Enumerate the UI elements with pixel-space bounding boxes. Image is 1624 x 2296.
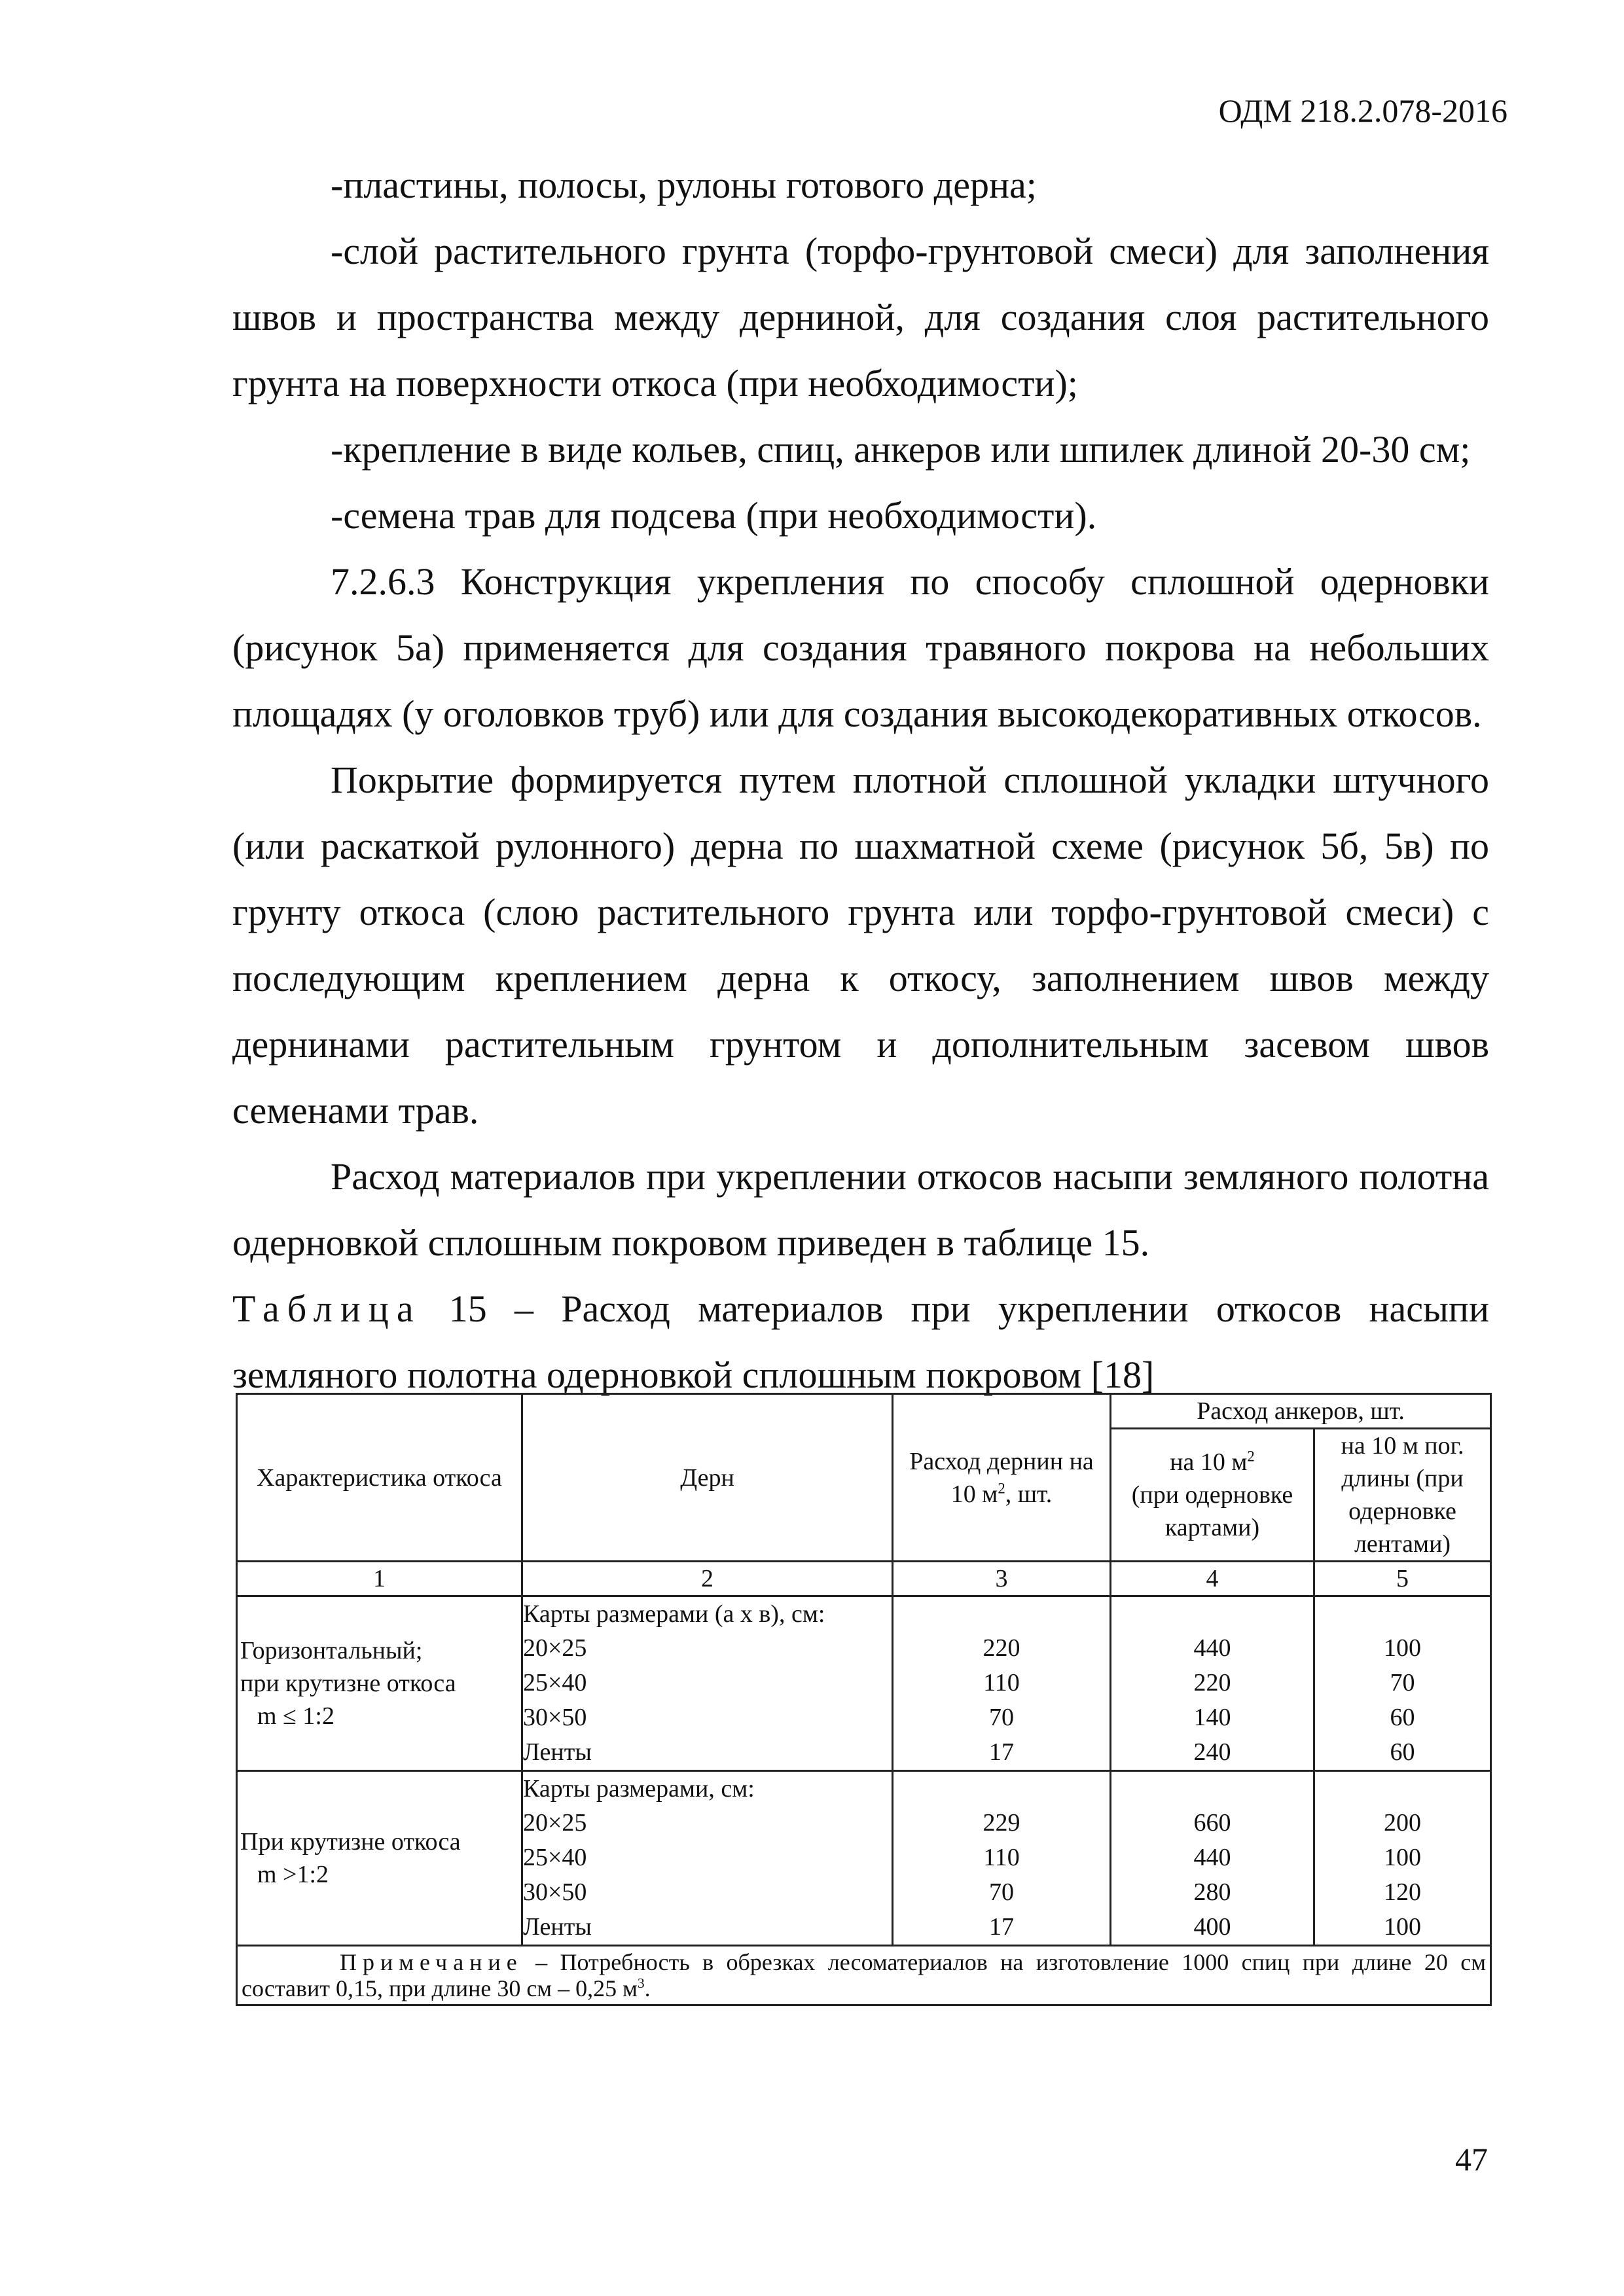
column-number: 5 <box>1314 1562 1491 1596</box>
slope-characteristic <box>237 1596 522 1771</box>
table-note <box>237 1946 1491 2005</box>
turf-cell <box>522 1771 893 1946</box>
paragraph: 7.2.6.3 Конструкция укрепления по способу сплошной одерновки (рисунок 5а) применяется для создания травяного покрова на небольших площадях (у оголовков труб) или для создания высокодекоративных откосов. <box>232 560 1489 735</box>
turf-rate-value: 220 <box>983 1634 1020 1662</box>
column-number: 2 <box>522 1562 893 1596</box>
header-turf-rate-text: Расход дернин на 10 м <box>909 1447 1094 1508</box>
turf-rate-value: 229 <box>983 1809 1020 1837</box>
document-code: ОДМ 218.2.078-2016 <box>1218 92 1507 129</box>
turf-size: 25×40 <box>523 1669 587 1696</box>
turf-rate-value: 70 <box>989 1704 1014 1731</box>
turf-size: 30×50 <box>523 1878 587 1906</box>
paragraph: -слой растительного грунта (торфо-грунтовой смеси) для заполнения швов и пространства между дерниной, для создания слоя растительного грунта на поверхности откоса (при необходимости); <box>232 230 1489 404</box>
paragraph: Расход материалов при укреплении откосов насыпи земляного полотна одерновкой сплошным покровом приведен в таблице 15. <box>232 1155 1489 1264</box>
table-caption-label: Таблица <box>232 1287 422 1330</box>
turf-rate-value: 70 <box>989 1878 1014 1906</box>
per-area-cell <box>1111 1771 1314 1946</box>
body-text <box>232 152 1489 1408</box>
slope-line: При крутизне откоса <box>240 1828 461 1856</box>
header-turf-rate-sup: 2 <box>998 1479 1005 1496</box>
turf-size: Ленты <box>523 1913 592 1941</box>
per-area-value: 280 <box>1193 1878 1231 1906</box>
per-area-value: 660 <box>1193 1809 1231 1837</box>
per-length-value: 200 <box>1384 1809 1421 1837</box>
slope-characteristic <box>237 1771 522 1946</box>
paragraph: -семена трав для подсева (при необходимости). <box>331 494 1097 537</box>
turf-rate-value: 17 <box>989 1738 1014 1766</box>
turf-rate-value: 110 <box>983 1844 1020 1871</box>
turf-items-header: Карты размерами (а х в), см: <box>523 1600 825 1628</box>
paragraph: -крепление в виде кольев, спиц, анкеров или шпилек длиной 20-30 см; <box>331 428 1471 471</box>
column-number: 1 <box>237 1562 522 1596</box>
per-area-value: 240 <box>1193 1738 1231 1766</box>
turf-size: 25×40 <box>523 1844 587 1871</box>
slope-line: при крутизне откоса <box>240 1670 456 1697</box>
per-length-value: 60 <box>1390 1738 1415 1766</box>
slope-line: m ≤ 1:2 <box>257 1702 334 1730</box>
turf-size: 30×50 <box>523 1704 587 1731</box>
header-turf-rate <box>893 1394 1111 1562</box>
per-area-value: 400 <box>1193 1913 1231 1941</box>
paragraph: -пластины, полосы, рулоны готового дерна; <box>331 164 1037 206</box>
turf-items-header: Карты размерами, см: <box>523 1775 755 1803</box>
header-per-length: на 10 м пог. длины (при одерновке лентами) <box>1314 1429 1491 1562</box>
header-characteristic: Характеристика откоса <box>237 1394 522 1562</box>
header-turf: Дерн <box>522 1394 893 1562</box>
per-length-value: 120 <box>1384 1878 1421 1906</box>
note-text: – Потребность в обрезках лесоматериалов на изготовление 1000 спиц при длине 20 см составит 0,15, при длине 30 см – 0,25 м <box>242 1949 1487 2001</box>
note-label: Примечание <box>340 1949 523 1975</box>
per-length-value: 100 <box>1384 1844 1421 1871</box>
per-length-value: 70 <box>1390 1669 1415 1696</box>
turf-rate-cell <box>893 1596 1111 1771</box>
per-area-cell <box>1111 1596 1314 1771</box>
table-caption <box>232 1276 1489 1408</box>
turf-size: 20×25 <box>523 1809 587 1837</box>
turf-size: Ленты <box>523 1738 592 1766</box>
turf-rate-cell <box>893 1771 1111 1946</box>
per-length-value: 60 <box>1390 1704 1415 1731</box>
table-caption-text: 15 – Расход материалов при укреплении откосов насыпи земляного полотна одерновкой сплошным покровом [18] <box>232 1287 1490 1396</box>
per-length-value: 100 <box>1384 1634 1421 1662</box>
materials-table <box>236 1393 1492 2006</box>
column-number: 3 <box>893 1562 1111 1596</box>
header-per-area-sup: 2 <box>1247 1448 1255 1465</box>
per-length-cell <box>1314 1596 1491 1771</box>
page-number: 47 <box>1455 2141 1488 2178</box>
note-sup: 3 <box>637 1975 645 1991</box>
column-number: 4 <box>1111 1562 1314 1596</box>
turf-cell <box>522 1596 893 1771</box>
per-area-value: 220 <box>1193 1669 1231 1696</box>
header-turf-rate-unit: , шт. <box>1005 1480 1053 1508</box>
per-length-value: 100 <box>1384 1913 1421 1941</box>
turf-rate-value: 110 <box>983 1669 1020 1696</box>
per-area-value: 440 <box>1193 1634 1231 1662</box>
per-length-cell <box>1314 1771 1491 1946</box>
note-end: . <box>644 1975 651 2001</box>
header-anchor-rate: Расход анкеров, шт. <box>1111 1394 1491 1429</box>
per-area-value: 140 <box>1193 1704 1231 1731</box>
per-area-value: 440 <box>1193 1844 1231 1871</box>
slope-line: Горизонтальный; <box>240 1637 423 1664</box>
turf-rate-value: 17 <box>989 1913 1014 1941</box>
turf-size: 20×25 <box>523 1634 587 1662</box>
paragraph: Покрытие формируется путем плотной сплошной укладки штучного (или раскаткой рулонного) дерна по шахматной схеме (рисунок 5б, 5в) по грунту откоса (слою растительного грунта или торфо-грунтовой смеси) с последующим креплением дерна к откосу, заполнением швов между дернинами растительным грунтом и дополнительным засевом швов семенами трав. <box>232 759 1489 1132</box>
header-per-area <box>1111 1429 1314 1562</box>
header-per-area-text: на 10 м <box>1170 1448 1248 1476</box>
slope-line: m >1:2 <box>257 1861 329 1888</box>
header-per-area-note: (при одерновке картами) <box>1131 1481 1293 1541</box>
